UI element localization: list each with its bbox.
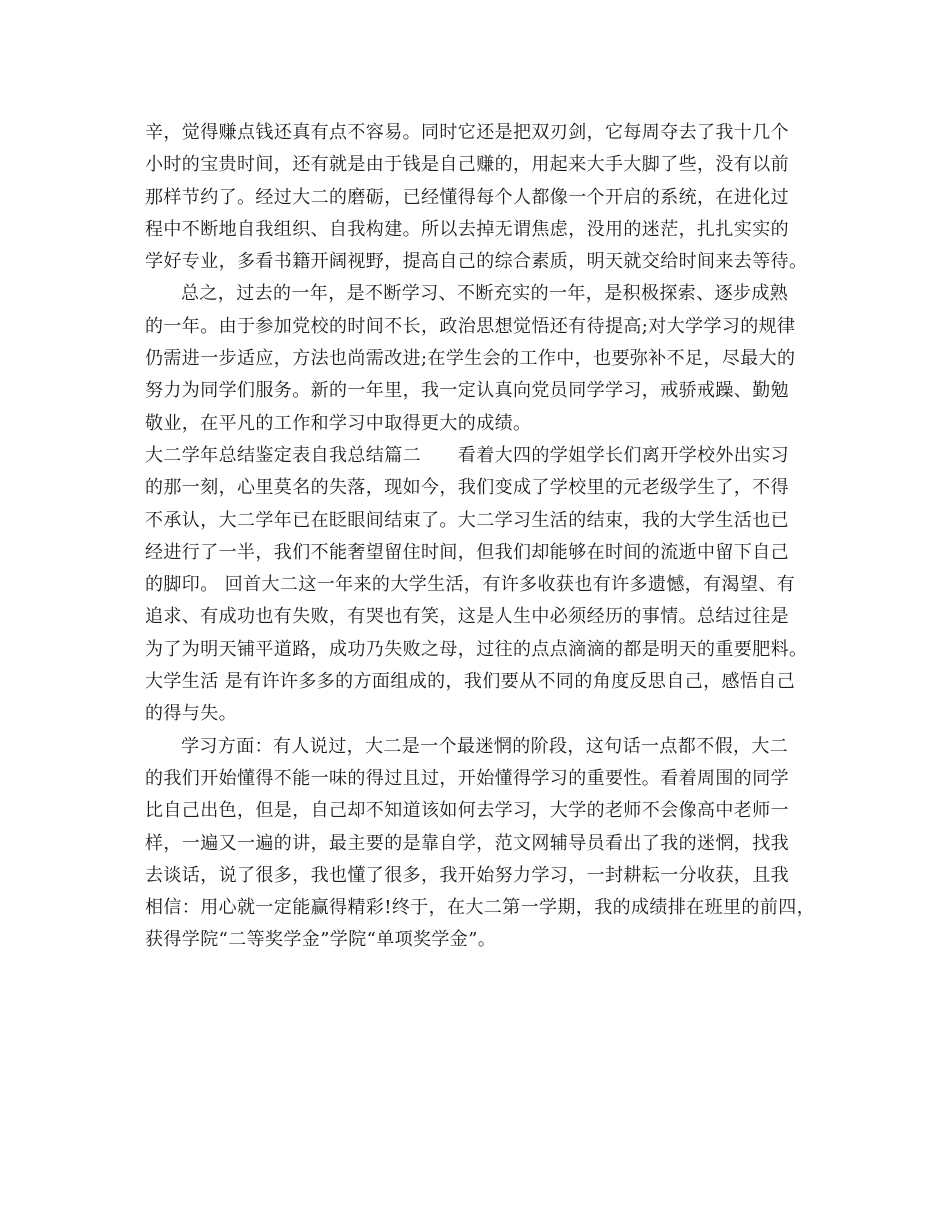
text-line: 相信：用心就一定能赢得精彩!终于，在大二第一学期，我的成绩排在班里的前四， xyxy=(145,897,816,919)
text-line: 不承认，大二学年已在眨眼间结束了。大二学习生活的结束，我的大学生活也已 xyxy=(145,509,789,531)
text-line: 那样节约了。经过大二的磨砺，已经懂得每个人都像一个开启的系统，在进化过 xyxy=(145,186,789,208)
text-line: 的那一刻，心里莫名的失落，现如今，我们变成了学校里的元老级学生了，不得 xyxy=(145,477,789,499)
text-line: 经进行了一半，我们不能奢望留住时间，但我们却能够在时间的流逝中留下自己 xyxy=(145,541,789,563)
text-line: 样，一遍又一遍的讲，最主要的是靠自学，范文网辅导员看出了我的迷惘，找我 xyxy=(145,832,789,854)
text-line: 去谈话，说了很多，我也懂了很多，我开始努力学习，一封耕耘一分收获，且我 xyxy=(145,864,789,886)
section-heading-line: 大二学年总结鉴定表自我总结篇二 看着大四的学姐学长们离开学校外出实习 xyxy=(145,444,789,466)
text-line: 的脚印。 回首大二这一年来的大学生活，有许多收获也有许多遗憾，有渴望、有 xyxy=(145,574,796,596)
text-line: 的一年。由于参加党校的时间不长，政治思想觉悟还有待提高;对大学学习的规律 xyxy=(145,315,796,337)
document-body xyxy=(145,117,825,957)
text-line: 辛，觉得赚点钱还真有点不容易。同时它还是把双刃剑，它每周夺去了我十几个 xyxy=(145,122,789,143)
text-line: 敬业，在平凡的工作和学习中取得更大的成绩。 xyxy=(145,412,532,434)
text-line: 大学生活 是有许许多多的方面组成的，我们要从不同的角度反思自己，感悟自己 xyxy=(145,671,796,693)
text-line: 的得与失。 xyxy=(145,703,237,725)
text-line: 的我们开始懂得不能一味的得过且过，开始懂得学习的重要性。看着周围的同学 xyxy=(145,767,789,789)
text-line: 仍需进一步适应，方法也尚需改进;在学生会的工作中，也要弥补不足，尽最大的 xyxy=(145,348,796,370)
text-line: 获得学院“二等奖学金”学院“单项奖学金”。 xyxy=(145,929,497,951)
text-line: 追求、有成功也有失败，有哭也有笑，这是人生中必须经历的事情。总结过往是 xyxy=(145,606,789,628)
text-line: 比自己出色，但是，自己却不知道该如何去学习，大学的老师不会像高中老师一 xyxy=(145,800,789,822)
text-line: 为了为明天铺平道路，成功乃失败之母，过往的点点滴滴的都是明天的重要肥料。 xyxy=(145,638,808,660)
text-line: 小时的宝贵时间，还有就是由于钱是自己赚的，用起来大手大脚了些，没有以前 xyxy=(145,154,789,176)
paragraph-first-line: 总之，过去的一年，是不断学习、不断充实的一年，是积极探索、逐步成熟 xyxy=(181,283,789,305)
text-line: 学好专业，多看书籍开阔视野，提高自己的综合素质，明天就交给时间来去等待。 xyxy=(145,251,808,273)
paragraph-first-line: 学习方面：有人说过，大二是一个最迷惘的阶段，这句话一点都不假，大二 xyxy=(181,735,789,757)
text-line: 程中不断地自我组织、自我构建。所以去掉无谓焦虑，没用的迷茫，扎扎实实的 xyxy=(145,218,789,240)
text-line: 努力为同学们服务。新的一年里，我一定认真向党员同学学习，戒骄戒躁、勤勉 xyxy=(145,380,789,402)
